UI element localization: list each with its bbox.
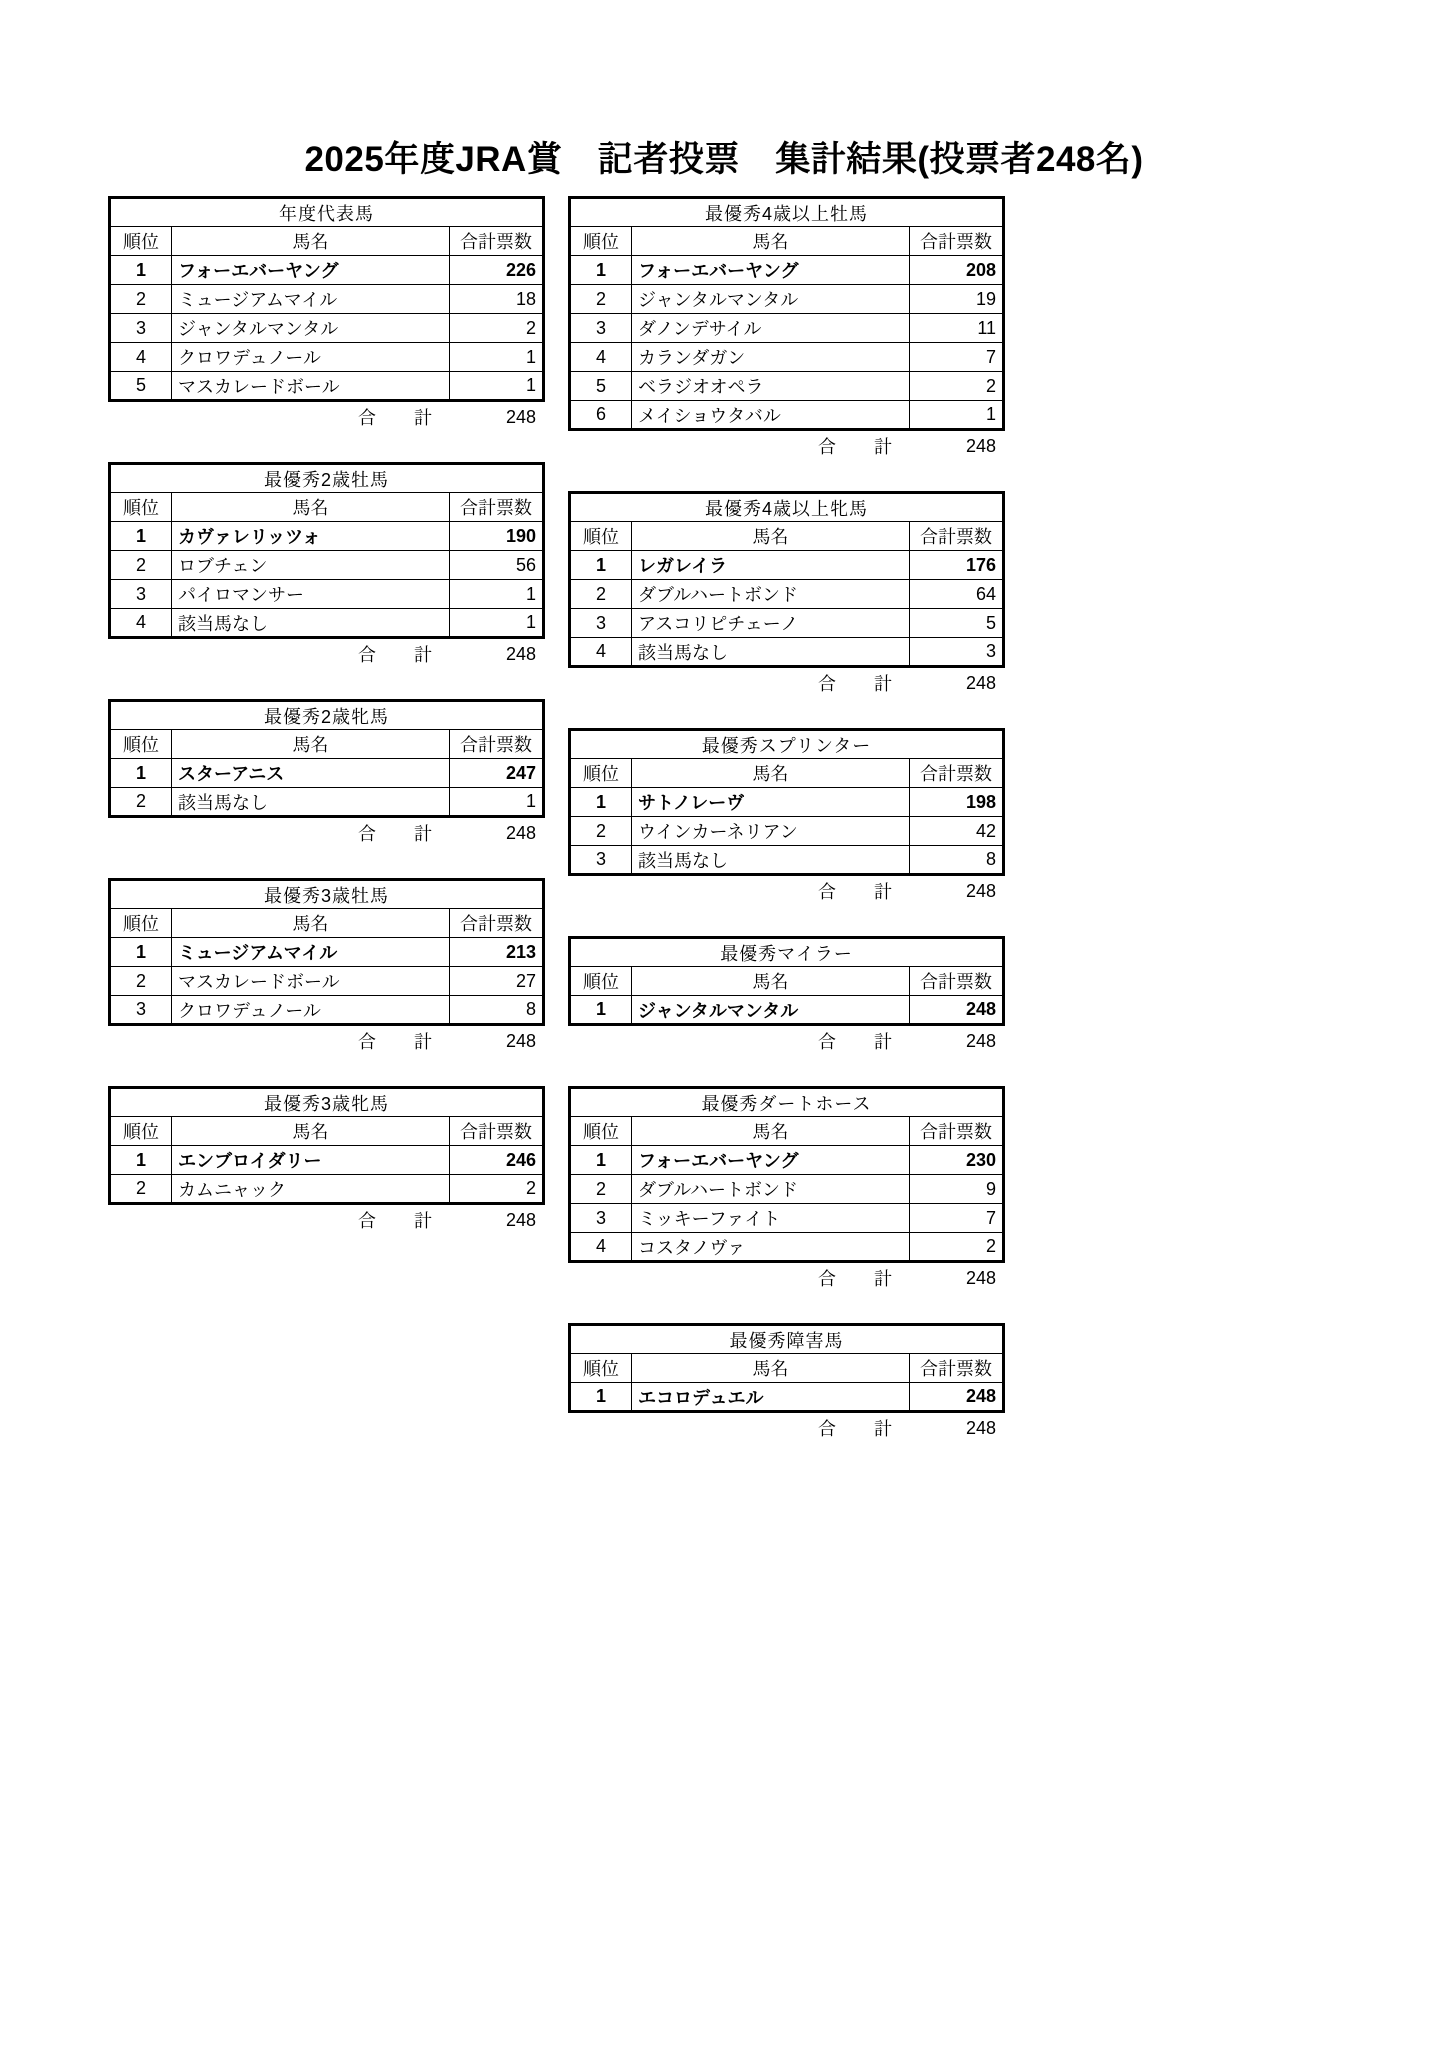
- spacer: [568, 1056, 1002, 1086]
- rank-header: 順位: [570, 1354, 632, 1383]
- cell-horse-name: エコロデュエル: [632, 1383, 910, 1412]
- total-row: [568, 1026, 1002, 1056]
- votes-header: 合計票数: [450, 909, 544, 938]
- cell-votes: 213: [450, 938, 544, 967]
- cell-rank: 3: [570, 314, 632, 343]
- cell-horse-name: ロブチェン: [172, 551, 450, 580]
- total-spacer: [568, 876, 630, 906]
- total-row: [108, 1026, 542, 1056]
- cell-votes: 226: [450, 256, 544, 285]
- table-row: [570, 372, 1004, 401]
- table-row: [110, 788, 544, 817]
- cell-horse-name: ジャンタルマンタル: [632, 996, 910, 1025]
- table-row: [570, 609, 1004, 638]
- cell-votes: 246: [450, 1146, 544, 1175]
- cell-horse-name: ミッキーファイト: [632, 1204, 910, 1233]
- cell-horse-name: アスコリピチェーノ: [632, 609, 910, 638]
- award-caption-row: [570, 493, 1004, 522]
- table-row: [110, 522, 544, 551]
- cell-horse-name: マスカレードボール: [172, 372, 450, 401]
- rank-header: 順位: [110, 1117, 172, 1146]
- total-value: 248: [448, 1026, 542, 1056]
- award-table: [568, 491, 1005, 668]
- spacer: [568, 906, 1002, 936]
- rank-header: 順位: [110, 493, 172, 522]
- total-spacer: [568, 1413, 630, 1443]
- right-award-4: [568, 936, 1002, 1086]
- total-value: 248: [908, 1413, 1002, 1443]
- cell-rank: 1: [110, 938, 172, 967]
- cell-votes: 1: [910, 401, 1004, 430]
- cell-rank: 2: [570, 580, 632, 609]
- table-row: [570, 817, 1004, 846]
- spacer: [568, 1443, 1002, 1473]
- award-caption-row: [110, 198, 544, 227]
- right-award-3: [568, 728, 1002, 936]
- total-spacer: [108, 1026, 170, 1056]
- spacer: [108, 1056, 542, 1086]
- table-row: [570, 788, 1004, 817]
- cell-rank: 2: [110, 788, 172, 817]
- award-caption-row: [570, 1088, 1004, 1117]
- cell-horse-name: マスカレードボール: [172, 967, 450, 996]
- award-caption: 最優秀4歳以上牡馬: [570, 198, 1004, 227]
- cell-horse-name: ベラジオオペラ: [632, 372, 910, 401]
- award-caption-row: [570, 938, 1004, 967]
- total-row-table: [108, 818, 542, 848]
- cell-rank: 5: [570, 372, 632, 401]
- table-header-row: [110, 909, 544, 938]
- votes-header: 合計票数: [910, 227, 1004, 256]
- cell-rank: 1: [570, 551, 632, 580]
- spacer: [568, 461, 1002, 491]
- name-header: 馬名: [172, 909, 450, 938]
- name-header: 馬名: [632, 227, 910, 256]
- votes-header: 合計票数: [450, 1117, 544, 1146]
- table-row: [110, 609, 544, 638]
- cell-horse-name: クロワデュノール: [172, 343, 450, 372]
- award-table: [568, 1323, 1005, 1413]
- table-row: [110, 967, 544, 996]
- tables-layout: [0, 196, 1448, 1473]
- cell-rank: 1: [570, 996, 632, 1025]
- cell-horse-name: 該当馬なし: [632, 638, 910, 667]
- table-row: [110, 1175, 544, 1204]
- table-row: [110, 314, 544, 343]
- cell-votes: 7: [910, 343, 1004, 372]
- total-row: [568, 876, 1002, 906]
- name-header: 馬名: [632, 1117, 910, 1146]
- total-row: [108, 818, 542, 848]
- rank-header: 順位: [570, 967, 632, 996]
- right-award-2: [568, 491, 1002, 728]
- right-award-5: [568, 1086, 1002, 1323]
- award-table: [108, 1086, 545, 1205]
- cell-votes: 3: [910, 638, 1004, 667]
- cell-horse-name: コスタノヴァ: [632, 1233, 910, 1262]
- total-label: 合 計: [818, 1269, 902, 1289]
- votes-header: 合計票数: [450, 227, 544, 256]
- cell-votes: 247: [450, 759, 544, 788]
- name-header: 馬名: [632, 522, 910, 551]
- table-row: [570, 256, 1004, 285]
- votes-header: 合計票数: [450, 493, 544, 522]
- total-spacer: [568, 1026, 630, 1056]
- cell-rank: 4: [570, 1233, 632, 1262]
- table-row: [570, 343, 1004, 372]
- cell-rank: 1: [110, 1146, 172, 1175]
- cell-rank: 1: [110, 759, 172, 788]
- votes-header: 合計票数: [910, 1354, 1004, 1383]
- table-header-row: [570, 1117, 1004, 1146]
- left-column: [108, 196, 548, 1265]
- total-spacer: [568, 1263, 630, 1293]
- total-value: 248: [448, 818, 542, 848]
- table-header-row: [110, 493, 544, 522]
- cell-votes: 2: [910, 372, 1004, 401]
- total-value: 248: [908, 668, 1002, 698]
- table-header-row: [570, 522, 1004, 551]
- table-row: [570, 580, 1004, 609]
- cell-rank: 2: [110, 967, 172, 996]
- table-row: [110, 938, 544, 967]
- votes-header: 合計票数: [910, 1117, 1004, 1146]
- cell-votes: 56: [450, 551, 544, 580]
- cell-horse-name: 該当馬なし: [172, 788, 450, 817]
- total-value: 248: [448, 639, 542, 669]
- table-header-row: [570, 967, 1004, 996]
- cell-horse-name: ミュージアムマイル: [172, 938, 450, 967]
- votes-header: 合計票数: [910, 759, 1004, 788]
- cell-horse-name: エンブロイダリー: [172, 1146, 450, 1175]
- cell-votes: 2: [910, 1233, 1004, 1262]
- cell-votes: 64: [910, 580, 1004, 609]
- cell-votes: 2: [450, 1175, 544, 1204]
- award-caption-row: [110, 701, 544, 730]
- total-value: 248: [448, 1205, 542, 1235]
- name-header: 馬名: [632, 967, 910, 996]
- table-row: [570, 314, 1004, 343]
- total-row-table: [568, 1413, 1002, 1443]
- table-header-row: [110, 227, 544, 256]
- left-award-1: [108, 196, 542, 462]
- table-row: [110, 551, 544, 580]
- right-column: [568, 196, 1008, 1473]
- total-label: 合 計: [818, 882, 902, 902]
- page-title: 2025年度JRA賞 記者投票 集計結果(投票者248名): [304, 140, 1144, 179]
- cell-rank: 1: [110, 522, 172, 551]
- total-spacer: [108, 639, 170, 669]
- table-row: [110, 759, 544, 788]
- right-award-1: [568, 196, 1002, 491]
- votes-header: 合計票数: [910, 967, 1004, 996]
- name-header: 馬名: [172, 493, 450, 522]
- award-table: [108, 462, 545, 639]
- table-header-row: [110, 1117, 544, 1146]
- rank-header: 順位: [110, 227, 172, 256]
- cell-rank: 3: [570, 1204, 632, 1233]
- total-row-table: [568, 1026, 1002, 1056]
- award-caption-row: [570, 1325, 1004, 1354]
- cell-votes: 176: [910, 551, 1004, 580]
- cell-votes: 190: [450, 522, 544, 551]
- spacer: [108, 669, 542, 699]
- cell-horse-name: メイショウタバル: [632, 401, 910, 430]
- cell-rank: 6: [570, 401, 632, 430]
- award-caption-row: [570, 730, 1004, 759]
- award-caption-row: [110, 464, 544, 493]
- cell-horse-name: フォーエバーヤング: [632, 256, 910, 285]
- spacer: [568, 1293, 1002, 1323]
- table-row: [570, 1175, 1004, 1204]
- cell-horse-name: サトノレーヴ: [632, 788, 910, 817]
- cell-votes: 208: [910, 256, 1004, 285]
- total-spacer: [108, 402, 170, 432]
- total-row-table: [108, 402, 542, 432]
- cell-horse-name: ミュージアムマイル: [172, 285, 450, 314]
- cell-rank: 2: [110, 285, 172, 314]
- award-caption: 最優秀障害馬: [570, 1325, 1004, 1354]
- spacer: [108, 1235, 542, 1265]
- cell-horse-name: カヴァレリッツォ: [172, 522, 450, 551]
- rank-header: 順位: [570, 522, 632, 551]
- award-table: [108, 878, 545, 1026]
- award-table: [568, 728, 1005, 876]
- total-row: [568, 668, 1002, 698]
- total-row-table: [568, 876, 1002, 906]
- total-row: [108, 639, 542, 669]
- cell-horse-name: ジャンタルマンタル: [172, 314, 450, 343]
- cell-rank: 2: [570, 817, 632, 846]
- table-row: [570, 1383, 1004, 1412]
- cell-horse-name: スターアニス: [172, 759, 450, 788]
- cell-votes: 248: [910, 1383, 1004, 1412]
- award-table: [568, 936, 1005, 1026]
- award-caption: 最優秀3歳牡馬: [110, 880, 544, 909]
- total-label: 合 計: [818, 1032, 902, 1052]
- award-caption: 最優秀スプリンター: [570, 730, 1004, 759]
- cell-rank: 4: [570, 638, 632, 667]
- total-value: 248: [908, 431, 1002, 461]
- cell-votes: 1: [450, 372, 544, 401]
- name-header: 馬名: [632, 759, 910, 788]
- award-table: [108, 196, 545, 402]
- cell-horse-name: 該当馬なし: [632, 846, 910, 875]
- cell-rank: 4: [110, 609, 172, 638]
- cell-votes: 9: [910, 1175, 1004, 1204]
- cell-rank: 1: [570, 256, 632, 285]
- rank-header: 順位: [110, 730, 172, 759]
- award-caption: 最優秀マイラー: [570, 938, 1004, 967]
- cell-rank: 4: [110, 343, 172, 372]
- total-row: [568, 1263, 1002, 1293]
- cell-votes: 198: [910, 788, 1004, 817]
- total-label: 合 計: [358, 1211, 442, 1231]
- cell-rank: 3: [570, 846, 632, 875]
- total-label: 合 計: [818, 437, 902, 457]
- cell-rank: 3: [110, 314, 172, 343]
- cell-horse-name: フォーエバーヤング: [172, 256, 450, 285]
- cell-rank: 2: [110, 1175, 172, 1204]
- table-row: [570, 401, 1004, 430]
- total-label: 合 計: [358, 408, 442, 428]
- cell-horse-name: ダノンデサイル: [632, 314, 910, 343]
- cell-rank: 3: [110, 996, 172, 1025]
- total-spacer: [568, 431, 630, 461]
- table-header-row: [570, 1354, 1004, 1383]
- cell-votes: 1: [450, 609, 544, 638]
- table-row: [110, 372, 544, 401]
- award-caption-row: [110, 880, 544, 909]
- total-row: [568, 1413, 1002, 1443]
- cell-votes: 1: [450, 343, 544, 372]
- left-award-4: [108, 878, 542, 1086]
- table-row: [570, 996, 1004, 1025]
- rank-header: 順位: [110, 909, 172, 938]
- cell-horse-name: パイロマンサー: [172, 580, 450, 609]
- cell-rank: 3: [570, 609, 632, 638]
- total-label: 合 計: [358, 824, 442, 844]
- table-row: [110, 343, 544, 372]
- cell-votes: 2: [450, 314, 544, 343]
- cell-votes: 19: [910, 285, 1004, 314]
- cell-rank: 2: [110, 551, 172, 580]
- table-header-row: [570, 227, 1004, 256]
- award-caption-row: [570, 198, 1004, 227]
- table-row: [570, 1204, 1004, 1233]
- rank-header: 順位: [570, 1117, 632, 1146]
- total-row-table: [568, 431, 1002, 461]
- table-row: [110, 996, 544, 1025]
- votes-header: 合計票数: [910, 522, 1004, 551]
- table-row: [110, 285, 544, 314]
- cell-horse-name: ジャンタルマンタル: [632, 285, 910, 314]
- cell-votes: 8: [910, 846, 1004, 875]
- total-row-table: [108, 1205, 542, 1235]
- votes-header: 合計票数: [450, 730, 544, 759]
- cell-horse-name: カランダガン: [632, 343, 910, 372]
- table-row: [110, 1146, 544, 1175]
- award-table: [568, 196, 1005, 431]
- name-header: 馬名: [172, 227, 450, 256]
- total-row-table: [108, 1026, 542, 1056]
- cell-horse-name: カムニャック: [172, 1175, 450, 1204]
- right-award-6: [568, 1323, 1002, 1473]
- cell-votes: 1: [450, 788, 544, 817]
- table-row: [570, 846, 1004, 875]
- total-value: 248: [908, 1026, 1002, 1056]
- award-table: [108, 699, 545, 818]
- cell-horse-name: ウインカーネリアン: [632, 817, 910, 846]
- award-caption-row: [110, 1088, 544, 1117]
- award-caption: 最優秀ダートホース: [570, 1088, 1004, 1117]
- total-label: 合 計: [818, 1419, 902, 1439]
- cell-votes: 27: [450, 967, 544, 996]
- table-row: [110, 256, 544, 285]
- cell-votes: 11: [910, 314, 1004, 343]
- award-caption: 年度代表馬: [110, 198, 544, 227]
- left-award-5: [108, 1086, 542, 1265]
- cell-horse-name: クロワデュノール: [172, 996, 450, 1025]
- cell-votes: 5: [910, 609, 1004, 638]
- cell-horse-name: レガレイラ: [632, 551, 910, 580]
- spacer: [108, 432, 542, 462]
- total-row-table: [568, 668, 1002, 698]
- rank-header: 順位: [570, 759, 632, 788]
- table-row: [570, 285, 1004, 314]
- total-row-table: [108, 639, 542, 669]
- cell-rank: 5: [110, 372, 172, 401]
- cell-rank: 4: [570, 343, 632, 372]
- table-row: [570, 638, 1004, 667]
- award-caption: 最優秀3歳牝馬: [110, 1088, 544, 1117]
- total-value: 248: [908, 876, 1002, 906]
- cell-votes: 18: [450, 285, 544, 314]
- total-label: 合 計: [358, 1032, 442, 1052]
- cell-horse-name: ダブルハートボンド: [632, 580, 910, 609]
- cell-horse-name: 該当馬なし: [172, 609, 450, 638]
- award-caption: 最優秀4歳以上牝馬: [570, 493, 1004, 522]
- table-row: [570, 1146, 1004, 1175]
- total-label: 合 計: [818, 674, 902, 694]
- cell-votes: 42: [910, 817, 1004, 846]
- award-caption: 最優秀2歳牝馬: [110, 701, 544, 730]
- award-table: [568, 1086, 1005, 1263]
- cell-votes: 8: [450, 996, 544, 1025]
- total-value: 248: [448, 402, 542, 432]
- cell-rank: 1: [110, 256, 172, 285]
- cell-votes: 230: [910, 1146, 1004, 1175]
- total-spacer: [108, 1205, 170, 1235]
- total-row: [108, 402, 542, 432]
- cell-rank: 2: [570, 285, 632, 314]
- spacer: [108, 848, 542, 878]
- total-spacer: [108, 818, 170, 848]
- cell-rank: 1: [570, 1146, 632, 1175]
- left-award-3: [108, 699, 542, 878]
- total-value: 248: [908, 1263, 1002, 1293]
- cell-rank: 1: [570, 788, 632, 817]
- table-header-row: [110, 730, 544, 759]
- table-row: [570, 551, 1004, 580]
- table-row: [110, 580, 544, 609]
- cell-rank: 2: [570, 1175, 632, 1204]
- total-row: [568, 431, 1002, 461]
- total-row-table: [568, 1263, 1002, 1293]
- table-header-row: [570, 759, 1004, 788]
- total-spacer: [568, 668, 630, 698]
- total-row: [108, 1205, 542, 1235]
- cell-votes: 7: [910, 1204, 1004, 1233]
- cell-rank: 3: [110, 580, 172, 609]
- total-label: 合 計: [358, 645, 442, 665]
- cell-horse-name: フォーエバーヤング: [632, 1146, 910, 1175]
- left-award-2: [108, 462, 542, 699]
- cell-horse-name: ダブルハートボンド: [632, 1175, 910, 1204]
- cell-votes: 1: [450, 580, 544, 609]
- award-caption: 最優秀2歳牡馬: [110, 464, 544, 493]
- cell-rank: 1: [570, 1383, 632, 1412]
- rank-header: 順位: [570, 227, 632, 256]
- name-header: 馬名: [172, 1117, 450, 1146]
- name-header: 馬名: [172, 730, 450, 759]
- spacer: [568, 698, 1002, 728]
- cell-votes: 248: [910, 996, 1004, 1025]
- name-header: 馬名: [632, 1354, 910, 1383]
- table-row: [570, 1233, 1004, 1262]
